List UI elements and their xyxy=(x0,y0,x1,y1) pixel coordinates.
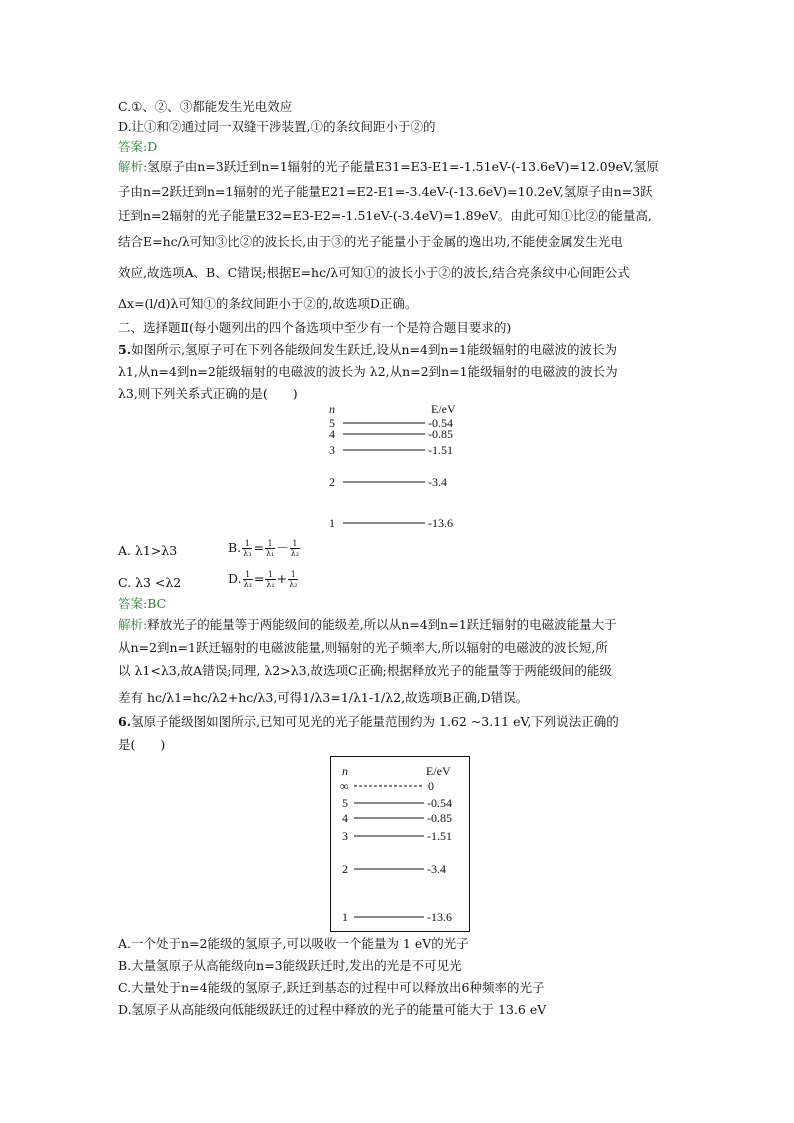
q5-option-d: D. $\frac{1}{\text{λ₃}}$ = $\frac{1}{\text{λ₁}}$ + $\frac{1}{\text{λ₂}}$ xyxy=(228,570,298,589)
svg-text:-13.6: -13.6 xyxy=(427,910,452,924)
q6-option-d: D.氢原子从高能级向低能级跃迁的过程中释放的光子的能量可能大于 13.6 eV xyxy=(118,1002,547,1017)
svg-text:5: 5 xyxy=(342,796,348,810)
q4-option-c: C.①、②、③都能发生光电效应 xyxy=(118,99,293,114)
q4-option-d: D.让①和②通过同一双缝干涉装置,①的条纹间距小于②的 xyxy=(118,119,436,134)
svg-text:-1.51: -1.51 xyxy=(427,829,452,843)
q4-analysis-line-5: 效应,故选项A、B、C错误;根据E=hc/λ可知①的波长小于②的波长,结合亮条纹中心间距公式 xyxy=(118,265,630,280)
q5-number: 5. xyxy=(118,342,132,357)
q5-answer: 答案:BC xyxy=(118,596,167,611)
q5-analysis-line-3: 以 λ1<λ3,故A错误;同理, λ2>λ3,故选项C正确;根据释放光子的能量等于两能级间的能级 xyxy=(118,663,612,678)
level-row-infinity xyxy=(340,779,434,793)
level-row xyxy=(329,516,453,530)
svg-text:0: 0 xyxy=(428,779,434,793)
level-row xyxy=(342,910,452,924)
q6-stem-line-2: 是( ) xyxy=(118,737,166,752)
answer-value: D xyxy=(147,139,158,154)
level-row xyxy=(329,475,447,489)
n-header: n xyxy=(329,402,335,416)
svg-text:-0.85: -0.85 xyxy=(427,811,452,825)
section-heading: 二、选择题Ⅱ(每小题列出的四个备选项中至少有一个是符合题目要求的) xyxy=(118,320,512,335)
svg-text:∞: ∞ xyxy=(340,779,349,793)
svg-text:-0.54: -0.54 xyxy=(428,416,453,430)
svg-text:3: 3 xyxy=(329,443,335,457)
q4-analysis-line-6: Δx=(l/d)λ可知①的条纹间距小于②的,故选项D正确。 xyxy=(118,296,418,311)
svg-text:1: 1 xyxy=(342,910,348,924)
q6-number: 6. xyxy=(118,714,132,729)
svg-text:4: 4 xyxy=(342,811,348,825)
q5-energy-level-diagram xyxy=(325,400,475,530)
q4-answer xyxy=(118,139,157,155)
q5-stem-line-1: 5.如图所示,氢原子可在下列各能级间发生跃迁,设从n=4到n=1能级辐射的电磁波的波长为 xyxy=(118,342,617,357)
answer-label: 答案: xyxy=(118,139,148,154)
level-row xyxy=(329,427,453,441)
q5-analysis-line-1: 解析:释放光子的能量等于两能级间的能级差,所以从n=4到n=1跃迁辐射的电磁波能量大于 xyxy=(118,617,617,632)
q6-stem-line-1: 6.氢原子能级图如图所示,已知可见光的光子能量范围约为 1.62 ~3.11 eV,下列说法正确的 xyxy=(118,714,619,729)
q5-analysis-line-2: 从n=2到n=1跃迁辐射的电磁波能量,则辐射的光子频率大,所以辐射的电磁波的波长短,所 xyxy=(118,640,608,655)
svg-text:3: 3 xyxy=(342,829,348,843)
q5-stem-line-2: λ1,从n=4到n=2能级辐射的电磁波的波长为 λ2,从n=2到n=1能级辐射的电磁波的波长为 xyxy=(118,364,618,379)
svg-text:-13.6: -13.6 xyxy=(428,516,453,530)
level-row xyxy=(342,829,452,843)
q4-analysis-line-4: 结合E=hc/λ可知③比②的波长长,由于③的光子能量小于金属的逸出功,不能使金属发生光电 xyxy=(118,234,623,249)
level-row xyxy=(329,443,453,457)
level-row xyxy=(342,862,446,876)
svg-text:2: 2 xyxy=(329,475,335,489)
q6-option-a: A.一个处于n=2能级的氢原子,可以吸收一个能量为 1 eV的光子 xyxy=(118,936,469,951)
level-row xyxy=(342,796,452,810)
svg-text:4: 4 xyxy=(329,427,335,441)
q5-option-b: B. $\frac{1}{\text{λ₃}}$ = $\frac{1}{\text{λ₁}}$ － $\frac{1}{\text{λ₂}}$ xyxy=(228,539,300,558)
q5-analysis-line-4: 差有 hc/λ1=hc/λ2+hc/λ3,可得1/λ3=1/λ1-1/λ2,故选项B正确,D错误。 xyxy=(118,690,529,705)
e-header: E/eV xyxy=(426,764,451,778)
q6-option-c: C.大量处于n=4能级的氢原子,跃迁到基态的过程中可以释放出6种频率的光子 xyxy=(118,980,545,995)
q5-option-a: A. λ1>λ3 xyxy=(118,543,178,558)
q4-analysis-line-3: 迁到n=2辐射的光子能量E32=E3-E2=-1.51eV-(-3.4eV)=1.89eV。由此可知①比②的能量高, xyxy=(118,208,652,223)
q5-option-c: C. λ3 <λ2 xyxy=(118,575,182,590)
svg-text:-0.54: -0.54 xyxy=(427,796,452,810)
svg-text:-1.51: -1.51 xyxy=(428,443,453,457)
q6-option-b: B.大量氢原子从高能级向n=3能级跃迁时,发出的光是不可见光 xyxy=(118,958,462,973)
svg-text:2: 2 xyxy=(342,862,348,876)
svg-text:-3.4: -3.4 xyxy=(427,862,446,876)
svg-text:1: 1 xyxy=(329,516,335,530)
n-header: n xyxy=(342,764,348,778)
q4-analysis-line-1: 解析:氢原子由n=3跃迁到n=1辐射的光子能量E31=E3-E1=-1.51eV-(-13.6eV)=12.09eV,氢原 xyxy=(118,159,659,174)
q5-stem-line-3: λ3,则下列关系式正确的是( ) xyxy=(118,386,298,401)
svg-text:-3.4: -3.4 xyxy=(428,475,447,489)
svg-text:-0.85: -0.85 xyxy=(428,427,453,441)
svg-text:5: 5 xyxy=(329,416,335,430)
analysis-label: 解析: xyxy=(118,159,148,174)
q4-analysis-line-2: 子由n=2跃迁到n=1辐射的光子能量E21=E2-E1=-3.4eV-(-13.6eV)=10.2eV,氢原子由n=3跃 xyxy=(118,184,653,199)
e-header: E/eV xyxy=(431,402,456,416)
level-row xyxy=(342,811,452,825)
q6-energy-level-diagram xyxy=(330,756,470,932)
